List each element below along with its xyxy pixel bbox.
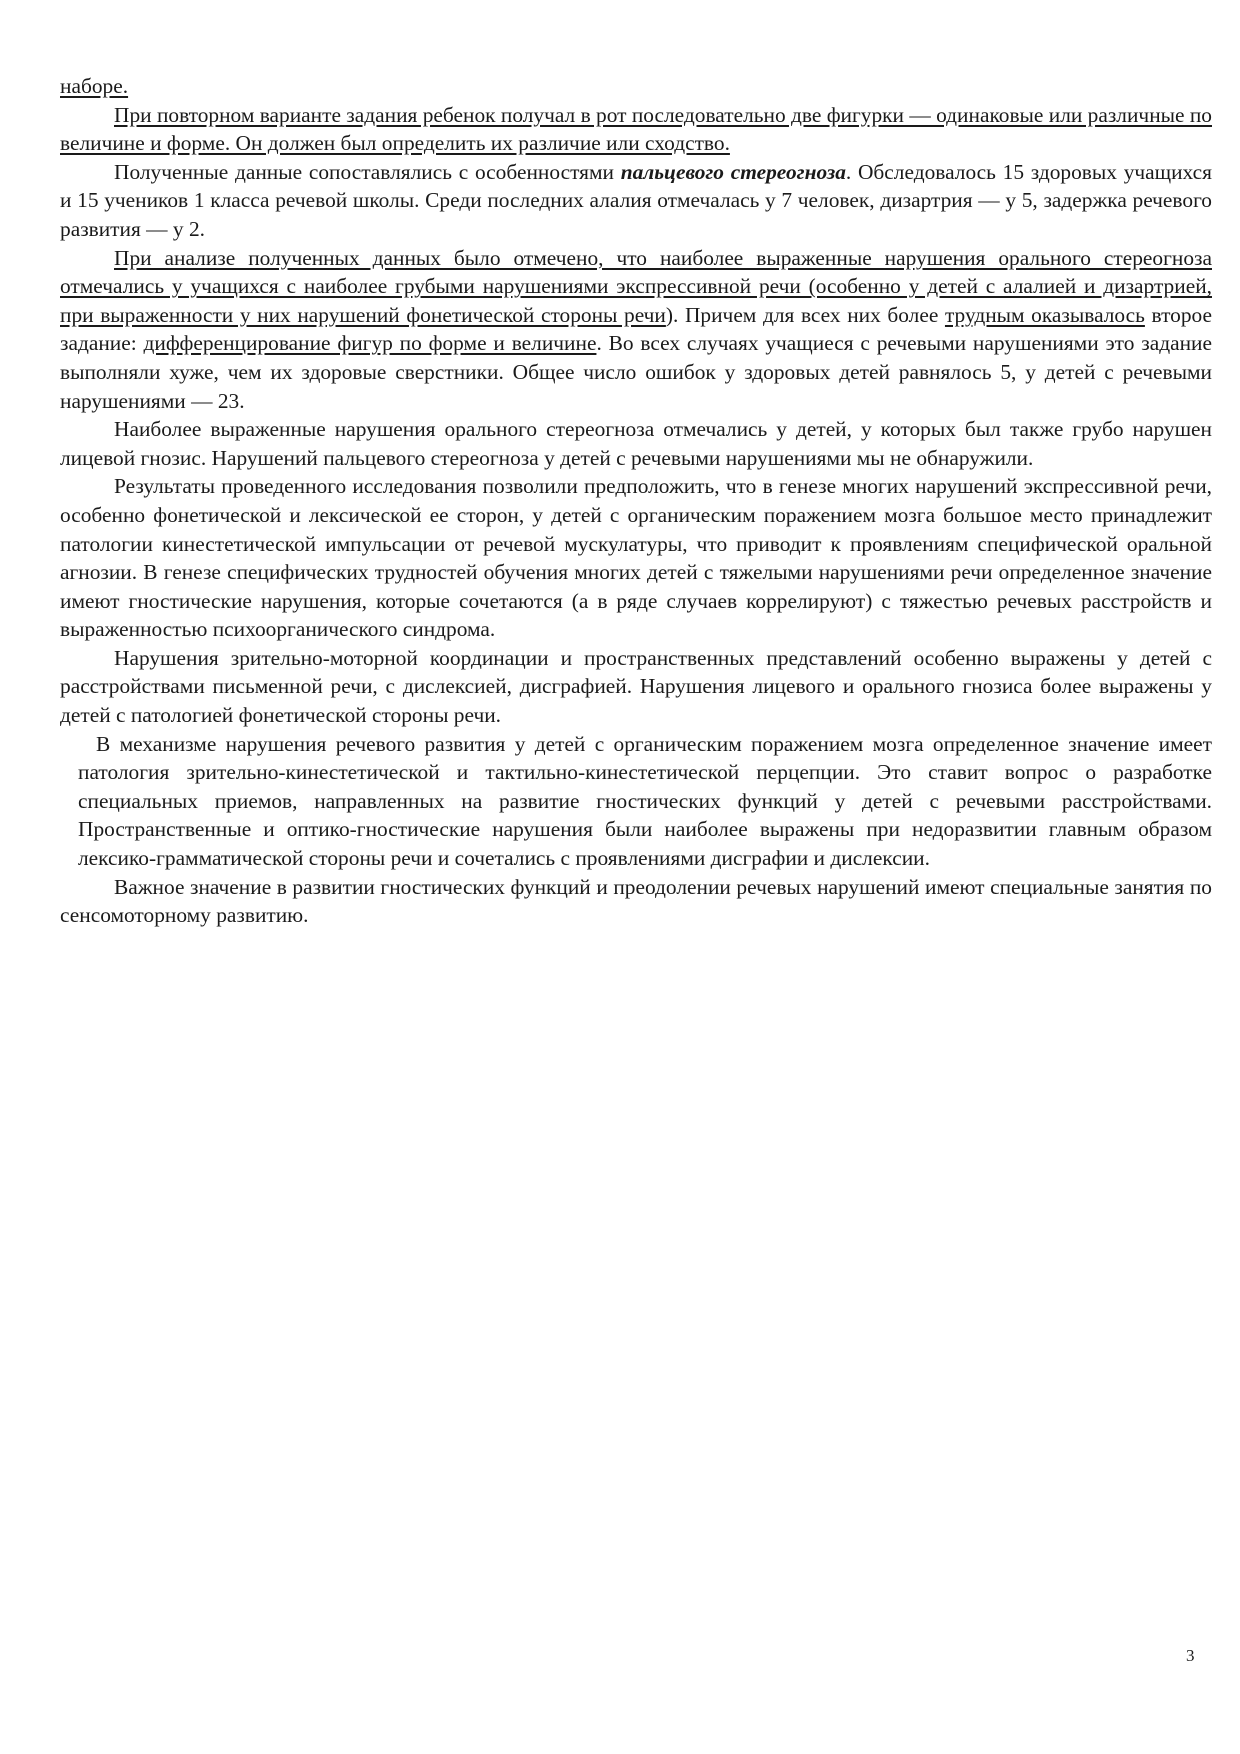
text-segment: Наиболее выраженные нарушения орального стереогноза отмечались у детей, у которых был также грубо нарушен лицевой гнозис. Нарушений пальцевого стереогноза у детей с речевыми нарушениями мы не обнаружили. bbox=[60, 417, 1212, 470]
text-segment: наборе. bbox=[60, 74, 129, 98]
body-text bbox=[60, 72, 1212, 930]
text-segment: второе задание: bbox=[60, 302, 1212, 356]
text-segment: пальцевого стереогноза bbox=[620, 159, 846, 184]
paragraph-7 bbox=[60, 644, 1212, 730]
paragraph-5 bbox=[60, 415, 1212, 472]
text-segment: дифференцирование фигур по форме и величине bbox=[143, 331, 597, 356]
text-segment: . Обследовалось 15 здоровых учащихся и 15 учеников 1 класса речевой школы. Среди последних алалия отмечалась у 7 человек, дизартрия — у 5, задержка речевого развития — у 2. bbox=[60, 159, 1212, 241]
text-segment: трудным оказывалось bbox=[944, 302, 1145, 327]
paragraph-1 bbox=[60, 72, 1212, 101]
text-segment: Важное значение в развитии гностических функций и преодолении речевых нарушений имеют специальные занятия по сенсомоторному развитию. bbox=[60, 874, 1212, 928]
page-number: 3 bbox=[1186, 1646, 1195, 1665]
text-segment: Нарушения зрительно-моторной координации и пространственных представлений особенно выражены у детей с расстройствами письменной речи, с дислексией, дисграфией. Нарушения лицевого и орального гнозиса более выражены у детей с патологией фонетической стороны речи. bbox=[60, 645, 1212, 728]
paragraph-6 bbox=[60, 472, 1212, 644]
text-segment: При анализе полученных данных было отмечено, что наиболее выраженные нарушения орального стереогноза отмечались у учащихся с наиболее грубыми нарушениями экспрессивной речи (особенно у детей с алалией и дизартрией, при выраженности у них нарушений фонетической стороны речи bbox=[60, 245, 1212, 327]
text-segment: В механизме нарушения речевого развития у детей с органическим поражением мозга определенное значение имеет патология зрительно-кинестетической и тактильно-кинестетической перцепции. Это ставит вопрос о разработке специальных приемов, направленных на развитие гностических функций у детей с речевыми расстройствами. Пространственные и оптико-гностические нарушения были наиболее выражены при недоразвитии главным образом лексико-грамматической стороны речи и сочетались с проявлениями дисграфии и дислексии. bbox=[78, 731, 1212, 871]
text-segment: . Во всех случаях учащиеся с речевыми нарушениями это задание выполняли хуже, чем их здоровые сверстники. Общее число ошибок у здоровых детей равнялось 5, у детей с речевыми нарушениями — 23. bbox=[60, 331, 1212, 413]
text-segment: ). Причем для всех них более bbox=[665, 302, 945, 327]
paragraph-9 bbox=[60, 873, 1212, 930]
paragraph-8 bbox=[60, 730, 1212, 873]
text-segment: При повторном варианте задания ребенок получал в рот последовательно две фигурки — одинаковые или различные по величине и форме. Он должен был определить их различие или сходство. bbox=[60, 102, 1212, 156]
text-segment: Полученные данные сопоставлялись с особенностями bbox=[114, 159, 621, 184]
paragraph-4 bbox=[60, 244, 1212, 416]
paragraph-3 bbox=[60, 158, 1212, 244]
text-segment: Результаты проведенного исследования позволили предположить, что в генезе многих нарушений экспрессивной речи, особенно фонетической и лексической ее сторон, у детей с органическим поражением мозга большое место принадлежит патологии кинестетической импульсации от речевой мускулатуры, что приводит к проявлениям специфической оральной агнозии. В генезе специфических трудностей обучения многих детей с тяжелыми нарушениями речи определенное значение имеют гностические нарушения, которые сочетаются (а в ряде случаев коррелируют) с тяжестью речевых расстройств и выраженностью психоорганического синдрома. bbox=[60, 474, 1212, 642]
paragraph-2 bbox=[60, 101, 1212, 158]
